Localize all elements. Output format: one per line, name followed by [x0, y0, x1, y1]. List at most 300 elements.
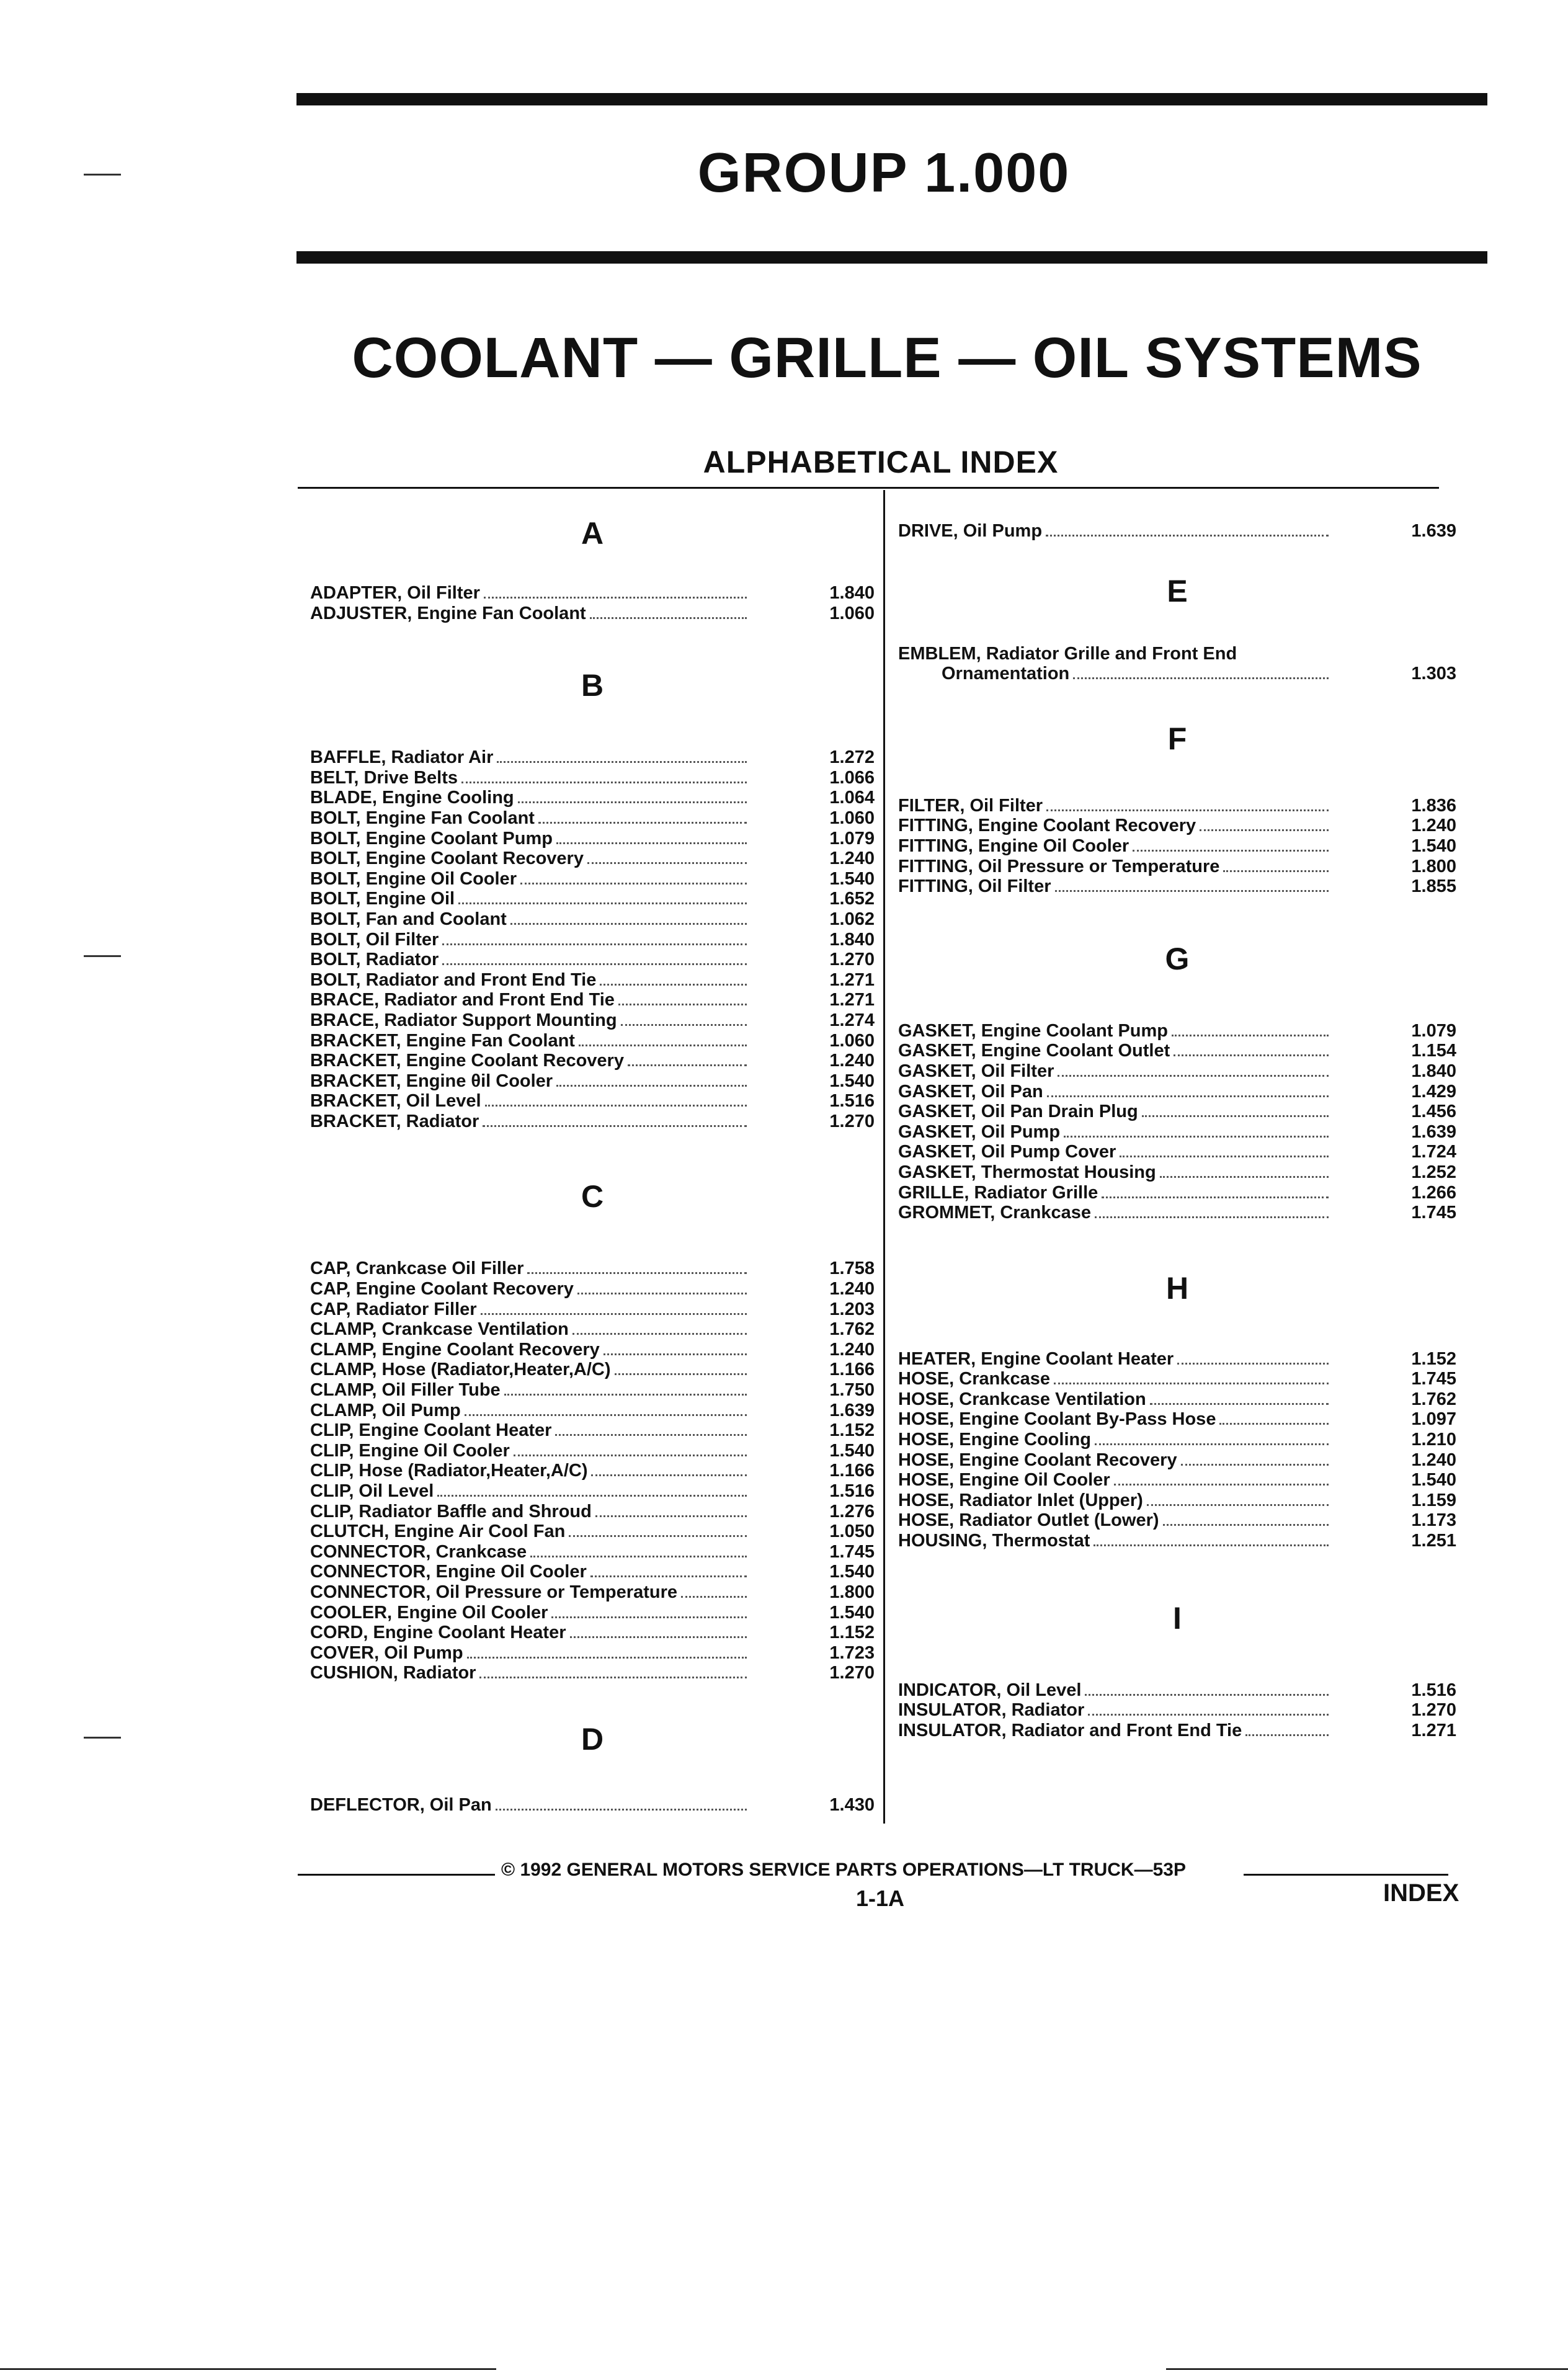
entry-page: 1.271: [1411, 1720, 1456, 1740]
dot-leader: [527, 1260, 747, 1274]
index-entry: [898, 1510, 1456, 1531]
entry-page: 1.210: [1411, 1430, 1456, 1450]
index-entry: [310, 1481, 875, 1502]
entry-label: HOSE, Radiator Outlet (Lower): [898, 1510, 1159, 1531]
index-entry: [310, 1340, 875, 1360]
dot-leader: [442, 931, 747, 945]
entry-page: 1.724: [1411, 1142, 1456, 1162]
index-entry: [898, 1389, 1456, 1410]
index-entry: [310, 747, 875, 768]
margin-mark: [84, 174, 121, 176]
index-entry: [310, 1071, 875, 1092]
dot-leader: [1142, 1103, 1329, 1117]
dot-leader: [467, 1644, 747, 1659]
entry-page: 1.540: [1411, 1470, 1456, 1490]
section-c-entries: [310, 1259, 875, 1683]
dot-leader: [514, 1442, 747, 1456]
entry-label: FITTING, Engine Coolant Recovery: [898, 816, 1196, 836]
index-entry: [310, 808, 875, 829]
dot-leader: [1088, 1701, 1329, 1716]
entry-page: 1.154: [1411, 1041, 1456, 1061]
entry-label: HOSE, Engine Oil Cooler: [898, 1470, 1110, 1490]
entry-page: 1.456: [1411, 1102, 1456, 1122]
entry-label: CLAMP, Oil Pump: [310, 1400, 461, 1420]
entry-page: 1.800: [1411, 856, 1456, 876]
section-letter-d: D: [581, 1721, 604, 1757]
section-letter-c: C: [581, 1179, 604, 1214]
index-entry: [898, 1102, 1456, 1122]
index-entry: [898, 796, 1456, 816]
entry-label: CONNECTOR, Oil Pressure or Temperature: [310, 1582, 677, 1602]
entry-page: 1.079: [1411, 1020, 1456, 1041]
entry-label: BOLT, Engine Coolant Pump: [310, 828, 553, 849]
entry-label: FILTER, Oil Filter: [898, 795, 1043, 816]
entry-label: BAFFLE, Radiator Air: [310, 747, 494, 768]
index-top-rule: [298, 487, 1439, 489]
entry-label: DEFLECTOR, Oil Pan: [310, 1794, 492, 1815]
index-entry: [310, 604, 875, 624]
entry-page: 1.303: [1411, 664, 1456, 684]
entry-page: 1.750: [829, 1380, 875, 1401]
dot-leader: [1177, 1350, 1329, 1365]
footer-rule-right: [1244, 1874, 1448, 1876]
entry-label: GASKET, Engine Coolant Outlet: [898, 1041, 1170, 1061]
index-entry: [310, 1461, 875, 1481]
entry-label: HOSE, Engine Coolant Recovery: [898, 1450, 1177, 1470]
entry-page: 1.252: [1411, 1162, 1456, 1182]
index-entry: [310, 1582, 875, 1603]
dot-leader: [615, 1361, 747, 1375]
dot-leader: [1114, 1471, 1329, 1486]
dot-leader: [1223, 858, 1329, 872]
index-entry: [898, 1122, 1456, 1143]
entry-label: GASKET, Engine Coolant Pump: [898, 1020, 1169, 1041]
entry-label: GASKET, Oil Pan: [898, 1081, 1043, 1102]
entry-page: 1.270: [1411, 1700, 1456, 1721]
dot-leader: [1181, 1451, 1329, 1466]
dot-leader: [1046, 522, 1329, 537]
dot-leader: [1133, 837, 1329, 852]
entry-label: HOUSING, Thermostat: [898, 1531, 1090, 1551]
entry-page: 1.251: [1411, 1531, 1456, 1551]
dot-leader: [530, 1543, 747, 1557]
entry-page: 1.540: [829, 1562, 875, 1582]
dot-leader: [1219, 1410, 1329, 1425]
section-f-entries: [898, 796, 1456, 897]
section-letter-f: F: [1167, 721, 1187, 756]
section-d-continued-entries: [898, 521, 1456, 541]
entry-page: 1.516: [829, 1481, 875, 1501]
entry-label: BOLT, Oil Filter: [310, 929, 439, 950]
entry-page: 1.272: [829, 747, 875, 768]
index-entry: [898, 1142, 1456, 1162]
entry-label: INSULATOR, Radiator: [898, 1700, 1085, 1721]
index-entry: [898, 876, 1456, 897]
index-entry: [898, 1680, 1456, 1701]
entry-label: CLUTCH, Engine Air Cool Fan: [310, 1521, 566, 1542]
dot-leader: [600, 971, 747, 986]
entry-label: HOSE, Crankcase Ventilation: [898, 1389, 1146, 1409]
index-entry: [898, 1470, 1456, 1490]
entry-page: 1.064: [829, 788, 875, 808]
index-entry: [898, 1450, 1456, 1471]
entry-page: 1.173: [1411, 1510, 1456, 1531]
entry-page: 1.855: [1411, 876, 1456, 897]
entry-page: 1.266: [1411, 1182, 1456, 1203]
entry-label: BOLT, Radiator and Front End Tie: [310, 969, 597, 990]
dot-leader: [484, 584, 747, 599]
entry-label: GASKET, Oil Filter: [898, 1061, 1054, 1081]
dot-leader: [1085, 1682, 1329, 1696]
dot-leader: [1172, 1022, 1329, 1036]
entry-label: ADAPTER, Oil Filter: [310, 583, 480, 603]
section-i-entries: [898, 1680, 1456, 1741]
entry-label: EMBLEM, Radiator Grille and Front End: [898, 643, 1237, 664]
section-label: INDEX: [1383, 1879, 1459, 1907]
dot-leader: [1200, 817, 1329, 831]
entry-label: FITTING, Engine Oil Cooler: [898, 835, 1129, 856]
entry-page: 1.240: [1411, 816, 1456, 836]
dot-leader: [518, 789, 747, 803]
entry-label: GASKET, Oil Pump: [898, 1121, 1061, 1142]
dot-leader: [1174, 1042, 1329, 1056]
dot-leader: [520, 870, 747, 884]
index-entry: [898, 644, 1456, 664]
entry-label: HOSE, Crankcase: [898, 1369, 1051, 1389]
entry-page: 1.240: [829, 849, 875, 869]
section-letter-e: E: [1167, 573, 1188, 608]
entry-label: CUSHION, Radiator: [310, 1663, 476, 1683]
section-letter-a: A: [581, 516, 604, 551]
section-letter-b: B: [581, 668, 604, 703]
entry-page: 1.240: [829, 1051, 875, 1071]
dot-leader: [570, 1624, 747, 1638]
margin-mark: [84, 1737, 121, 1739]
entry-page: 1.429: [1411, 1081, 1456, 1102]
entry-label: Ornamentation: [942, 664, 1070, 684]
entry-page: 1.540: [829, 1602, 875, 1623]
margin-mark: [84, 955, 121, 957]
section-letter-h: H: [1165, 1270, 1189, 1306]
entry-label: GASKET, Oil Pump Cover: [898, 1142, 1116, 1162]
entry-page: 1.060: [829, 1030, 875, 1051]
entry-page: 1.840: [829, 929, 875, 950]
entry-label: BOLT, Engine Oil: [310, 889, 455, 909]
dot-leader: [1094, 1532, 1329, 1546]
dot-leader: [579, 1032, 747, 1046]
dot-leader: [1147, 1492, 1329, 1506]
entry-label: FITTING, Oil Pressure or Temperature: [898, 856, 1220, 876]
entry-page: 1.745: [1411, 1203, 1456, 1223]
index-title: ALPHABETICAL INDEX: [703, 445, 1059, 479]
entry-label: BRACE, Radiator Support Mounting: [310, 1010, 617, 1030]
index-entry: [898, 1183, 1456, 1203]
index-entry: [898, 1369, 1456, 1389]
dot-leader: [1150, 1391, 1329, 1405]
entry-page: 1.639: [1411, 1121, 1456, 1142]
entry-page: 1.274: [829, 1010, 875, 1030]
index-entry: [898, 1531, 1456, 1551]
dot-leader: [1095, 1204, 1329, 1218]
dot-leader: [479, 1664, 747, 1678]
section-g-entries: [898, 1021, 1456, 1223]
page-number: 1-1A: [856, 1886, 905, 1911]
index-entry: [898, 1490, 1456, 1511]
dot-leader: [442, 951, 747, 965]
entry-label: CLAMP, Oil Filler Tube: [310, 1380, 501, 1401]
index-entry: [310, 1279, 875, 1299]
entry-page: 1.745: [1411, 1369, 1456, 1389]
dot-leader: [1047, 1083, 1329, 1097]
index-entry: [310, 849, 875, 869]
entry-page: 1.745: [829, 1541, 875, 1562]
entry-page: 1.639: [1411, 521, 1456, 541]
index-entry: [310, 583, 875, 604]
entry-label: CLIP, Hose (Radiator,Heater,A/C): [310, 1461, 588, 1481]
dot-leader: [485, 1092, 747, 1107]
entry-page: 1.062: [829, 909, 875, 929]
index-entry: [310, 970, 875, 991]
index-entry: [310, 1643, 875, 1664]
dot-leader: [1120, 1143, 1329, 1157]
index-entry: [310, 1795, 875, 1815]
index-entry: [898, 1349, 1456, 1370]
index-entry: [310, 1031, 875, 1051]
index-entry: [898, 1021, 1456, 1041]
index-entry: [310, 1091, 875, 1111]
dot-leader: [1102, 1184, 1329, 1198]
page-title: COOLANT — GRILLE — OIL SYSTEMS: [352, 326, 1422, 390]
index-entry: [898, 1721, 1456, 1741]
dot-leader: [483, 1113, 747, 1127]
entry-label: BLADE, Engine Cooling: [310, 788, 514, 808]
dot-leader: [590, 605, 747, 619]
entry-page: 1.240: [829, 1339, 875, 1360]
index-entry: [310, 1380, 875, 1401]
entry-page: 1.639: [829, 1400, 875, 1420]
dot-leader: [555, 1422, 747, 1436]
dot-leader: [618, 991, 747, 1005]
entry-label: BRACKET, Oil Level: [310, 1091, 481, 1111]
dot-leader: [551, 1604, 747, 1618]
index-entry: [310, 788, 875, 808]
entry-label: BRACE, Radiator and Front End Tie: [310, 990, 615, 1010]
index-entry: [310, 1259, 875, 1279]
entry-page: 1.516: [829, 1091, 875, 1111]
entry-label: BRACKET, Engine θil Cooler: [310, 1071, 553, 1091]
index-entry: [898, 664, 1456, 684]
index-entry: [898, 521, 1456, 541]
entry-label: BRACKET, Engine Coolant Recovery: [310, 1051, 624, 1071]
index-entry: [310, 768, 875, 788]
entry-label: CORD, Engine Coolant Heater: [310, 1623, 566, 1643]
index-entry: [310, 909, 875, 930]
index-entry: [310, 1401, 875, 1421]
dot-leader: [1064, 1123, 1329, 1138]
header-top-bar: [296, 93, 1487, 105]
entry-page: 1.152: [829, 1420, 875, 1441]
index-entry: [310, 1542, 875, 1562]
dot-leader: [591, 1462, 747, 1476]
index-entry: [310, 1441, 875, 1461]
entry-page: 1.240: [829, 1279, 875, 1299]
copyright-notice: © 1992 GENERAL MOTORS SERVICE PARTS OPERATIONS—LT TRUCK—53P: [501, 1860, 1186, 1880]
entry-label: DRIVE, Oil Pump: [898, 521, 1043, 541]
dot-leader: [504, 1381, 747, 1396]
entry-page: 1.240: [1411, 1450, 1456, 1470]
section-letter-g: G: [1165, 941, 1190, 976]
index-entry: [310, 1319, 875, 1340]
entry-label: INSULATOR, Radiator and Front End Tie: [898, 1720, 1242, 1740]
dot-leader: [481, 1301, 747, 1315]
entry-page: 1.836: [1411, 795, 1456, 816]
index-entry: [310, 1562, 875, 1582]
dot-leader: [587, 850, 747, 864]
index-entry: [898, 1700, 1456, 1721]
entry-label: FITTING, Oil Filter: [898, 876, 1051, 897]
index-entry: [898, 1430, 1456, 1450]
entry-label: CLIP, Radiator Baffle and Shroud: [310, 1501, 592, 1521]
entry-label: HOSE, Engine Coolant By-Pass Hose: [898, 1409, 1216, 1430]
dot-leader: [628, 1052, 747, 1066]
index-entry: [310, 1420, 875, 1441]
entry-page: 1.276: [829, 1501, 875, 1521]
entry-label: GASKET, Oil Pan Drain Plug: [898, 1102, 1138, 1122]
index-entry: [310, 1299, 875, 1320]
entry-label: HOSE, Radiator Inlet (Upper): [898, 1490, 1143, 1510]
entry-label: BOLT, Engine Oil Cooler: [310, 868, 517, 889]
entry-page: 1.762: [1411, 1389, 1456, 1409]
dot-leader: [1055, 878, 1329, 892]
index-column-left: [310, 490, 875, 1815]
entry-label: BOLT, Engine Coolant Recovery: [310, 849, 584, 869]
entry-label: BOLT, Fan and Coolant: [310, 909, 507, 929]
index-entry: [310, 1360, 875, 1380]
index-entry: [310, 869, 875, 889]
entry-page: 1.723: [829, 1642, 875, 1663]
index-entry: [310, 1603, 875, 1623]
entry-page: 1.152: [1411, 1348, 1456, 1369]
entry-label: BOLT, Radiator: [310, 950, 439, 970]
entry-label: HEATER, Engine Coolant Heater: [898, 1348, 1174, 1369]
entry-label: CLAMP, Engine Coolant Recovery: [310, 1339, 600, 1360]
entry-label: HOSE, Engine Cooling: [898, 1430, 1091, 1450]
entry-page: 1.271: [829, 969, 875, 990]
index-entry: [310, 1623, 875, 1643]
index-entry: [898, 857, 1456, 877]
dot-leader: [1245, 1722, 1329, 1736]
entry-page: 1.097: [1411, 1409, 1456, 1430]
dot-leader: [437, 1482, 747, 1497]
index-entry: [898, 1409, 1456, 1430]
entry-page: 1.516: [1411, 1680, 1456, 1700]
section-b-entries: [310, 747, 875, 1131]
dot-leader: [1163, 1512, 1329, 1526]
entry-label: CAP, Radiator Filler: [310, 1299, 477, 1319]
entry-label: BRACKET, Radiator: [310, 1111, 479, 1131]
index-entry: [310, 829, 875, 849]
header-bottom-bar: [296, 251, 1487, 264]
index-entry: [898, 816, 1456, 836]
entry-label: CONNECTOR, Engine Oil Cooler: [310, 1562, 587, 1582]
entry-page: 1.540: [1411, 835, 1456, 856]
entry-label: INDICATOR, Oil Level: [898, 1680, 1082, 1700]
entry-label: CAP, Crankcase Oil Filler: [310, 1259, 524, 1279]
entry-label: COOLER, Engine Oil Cooler: [310, 1602, 548, 1623]
dot-leader: [1046, 797, 1329, 811]
entry-label: BRACKET, Engine Fan Coolant: [310, 1030, 575, 1051]
index-entry: [310, 1111, 875, 1132]
dot-leader: [1160, 1164, 1329, 1178]
dot-leader: [538, 809, 747, 824]
entry-page: 1.840: [829, 583, 875, 603]
entry-page: 1.430: [829, 1794, 875, 1815]
entry-label: CLIP, Engine Oil Cooler: [310, 1440, 510, 1461]
entry-label: CLAMP, Crankcase Ventilation: [310, 1319, 569, 1340]
entry-label: CLIP, Oil Level: [310, 1481, 434, 1501]
dot-leader: [621, 1012, 747, 1026]
entry-page: 1.203: [829, 1299, 875, 1319]
entry-page: 1.270: [829, 1663, 875, 1683]
dot-leader: [510, 911, 747, 925]
section-e-entries: [898, 644, 1456, 684]
index-entry: [310, 1521, 875, 1542]
entry-page: 1.271: [829, 990, 875, 1010]
entry-page: 1.762: [829, 1319, 875, 1340]
entry-page: 1.060: [829, 603, 875, 623]
entry-label: CLIP, Engine Coolant Heater: [310, 1420, 552, 1441]
dot-leader: [1058, 1062, 1329, 1077]
entry-page: 1.166: [829, 1360, 875, 1380]
dot-leader: [458, 890, 747, 904]
entry-page: 1.540: [829, 868, 875, 889]
entry-page: 1.540: [829, 1071, 875, 1091]
entry-label: GASKET, Thermostat Housing: [898, 1162, 1156, 1182]
dot-leader: [461, 769, 747, 783]
dot-leader: [681, 1584, 747, 1598]
index-entry: [310, 930, 875, 950]
column-divider: [883, 490, 885, 1824]
group-title: GROUP 1.000: [697, 142, 1071, 204]
dot-leader: [604, 1341, 747, 1355]
entry-page: 1.270: [829, 1111, 875, 1131]
entry-label: CLAMP, Hose (Radiator,Heater,A/C): [310, 1360, 611, 1380]
entry-label: BELT, Drive Belts: [310, 767, 458, 788]
entry-page: 1.079: [829, 828, 875, 849]
entry-page: 1.840: [1411, 1061, 1456, 1081]
entry-label: ADJUSTER, Engine Fan Coolant: [310, 603, 586, 623]
entry-label: GROMMET, Crankcase: [898, 1203, 1092, 1223]
index-entry: [310, 1663, 875, 1683]
entry-page: 1.166: [829, 1461, 875, 1481]
entry-page: 1.066: [829, 767, 875, 788]
dot-leader: [1054, 1370, 1329, 1384]
index-entry: [310, 950, 875, 970]
dot-leader: [556, 1072, 747, 1087]
dot-leader: [1095, 1431, 1329, 1445]
entry-page: 1.159: [1411, 1490, 1456, 1510]
index-entry: [310, 990, 875, 1010]
index-entry: [310, 1010, 875, 1031]
index-column-right: [898, 490, 1456, 1740]
entry-page: 1.270: [829, 950, 875, 970]
dot-leader: [595, 1503, 747, 1517]
entry-page: 1.152: [829, 1623, 875, 1643]
index-entry: [898, 1203, 1456, 1223]
dot-leader: [572, 1321, 747, 1335]
entry-label: CAP, Engine Coolant Recovery: [310, 1279, 574, 1299]
section-a-entries: [310, 583, 875, 623]
